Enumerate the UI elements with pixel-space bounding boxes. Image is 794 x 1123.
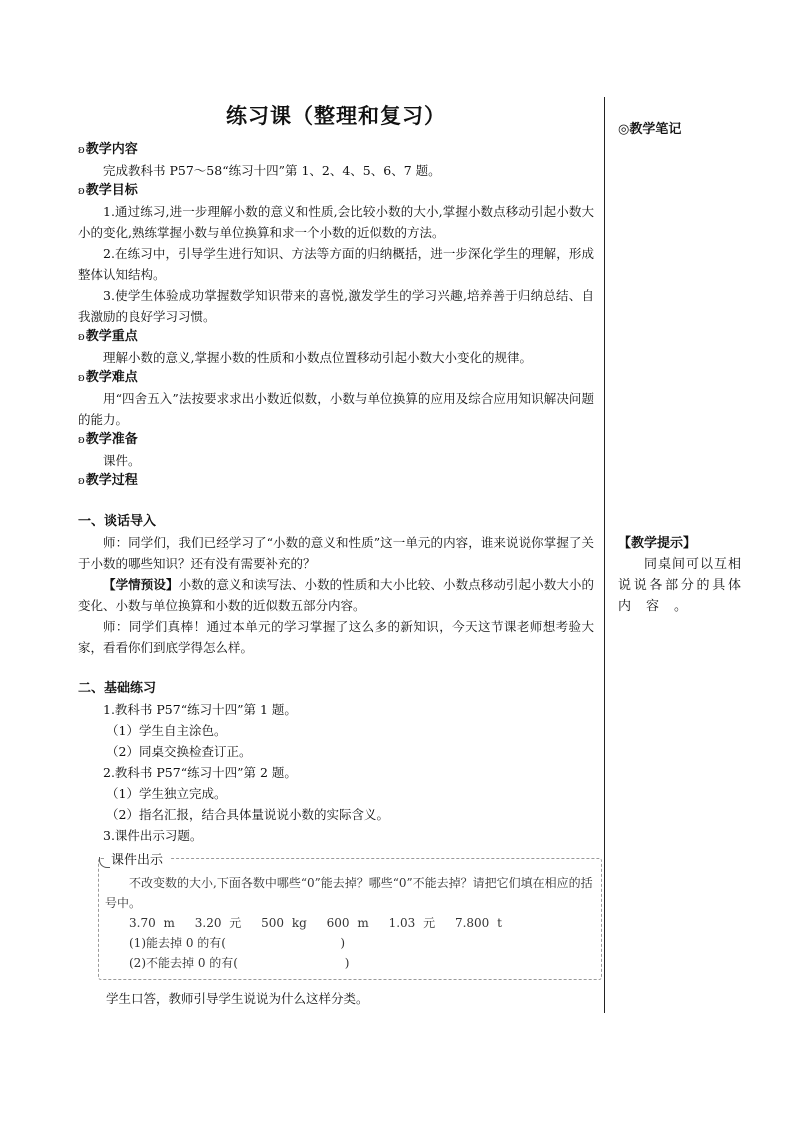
tip-heading: 【教学提示】	[618, 536, 697, 551]
courseware-tag: 课件出示	[105, 849, 169, 868]
value-item: 7.800 t	[454, 916, 502, 930]
value-item: 3.20 元	[194, 916, 242, 930]
goal-item-3: 3.使学生体验成功掌握数学知识带来的喜悦,激发学生的学习兴趣,培养善于归纳总结、自我激励的良好学习习惯。	[78, 288, 594, 324]
part1-preset	[78, 574, 594, 616]
part2-line-5: （1）学生独立完成。	[106, 786, 227, 801]
goal-item-1: 1.通过练习,进一步理解小数的意义和性质,会比较小数的大小,掌握小数点移动引起小数大小的变化,熟练掌握小数与单位换算和求一个小数的近似数的方法。	[78, 204, 594, 240]
courseware-values	[105, 913, 593, 933]
part2-line-1: 1.教科书 P57“练习十四”第 1 题。	[103, 702, 297, 717]
courseware-question: 不改变数的大小,下面各数中哪些“0”能去掉？哪些“0”不能去掉？请把它们填在相应的括号中。	[105, 876, 593, 910]
section-mark-icon: ʚ	[78, 433, 85, 446]
preset-text: 小数的意义和读写法、小数的性质和大小比较、小数点移动引起小数大小的变化、小数与单位换算和小数的近似数五部分内容。	[78, 577, 594, 613]
section-mark-icon: ʚ	[78, 474, 85, 487]
section-mark-icon: ʚ	[78, 330, 85, 343]
part2-after-text: 学生口答，教师引导学生说说为什么这样分类。	[106, 991, 369, 1006]
page-title: 练习课（整理和复习）	[226, 103, 446, 128]
part1-teacher-line-2: 师：同学们真棒！通过本单元的学习掌握了这么多的新知识，今天这节课老师想考验大家，看看你们到底学得怎么样。	[78, 619, 594, 655]
tip-text: 同桌间可以互相说说各部分的具体 内 容 。	[618, 557, 757, 614]
part2-line-3: （2）同桌交换检查订正。	[106, 744, 252, 759]
part2-line-4: 2.教科书 P57“练习十四”第 2 题。	[103, 765, 297, 780]
sidebar-notes-heading: ◎教学笔记	[618, 122, 682, 137]
column-divider	[604, 97, 605, 1013]
content-text: 完成教科书 P57～58“练习十四”第 1、2、4、5、6、7 题。	[103, 163, 441, 178]
section-mark-icon: ʚ	[78, 371, 85, 384]
main-column	[78, 100, 594, 1009]
courseware-option-1: (1)能去掉 0 的有( )	[129, 936, 346, 950]
section-heading-prep: ʚ教学准备	[78, 432, 138, 447]
prep-text: 课件。	[103, 453, 141, 468]
section-mark-icon: ʚ	[78, 143, 85, 156]
key-text: 理解小数的意义,掌握小数的性质和小数点位置移动引起小数大小变化的规律。	[103, 350, 532, 365]
section-heading-process: ʚ教学过程	[78, 473, 138, 488]
part2-line-2: （1）学生自主涂色。	[106, 723, 227, 738]
sidebar-tip	[618, 534, 757, 617]
section-heading-goals: ʚ教学目标	[78, 183, 138, 198]
value-item: 600 m	[326, 916, 369, 930]
difficulty-text: 用“四舍五入”法按要求求出小数近似数，小数与单位换算的应用及综合应用知识解决问题的能力。	[78, 391, 594, 427]
part1-teacher-line: 师：同学们，我们已经学习了“小数的意义和性质”这一单元的内容，谁来说说你掌握了关于小数的哪些知识？还有没有需要补充的？	[78, 535, 594, 571]
circle-mark-icon: ◎	[618, 122, 630, 137]
section-heading-difficulty: ʚ教学难点	[78, 370, 138, 385]
value-item: 3.70 m	[129, 916, 175, 930]
preset-label: 【学情预设】	[103, 577, 179, 592]
courseware-box	[98, 853, 602, 980]
section-mark-icon: ʚ	[78, 184, 85, 197]
part1-heading: 一、谈话导入	[78, 514, 157, 529]
section-heading-content: ʚ教学内容	[78, 142, 138, 157]
value-item: 500 kg	[261, 916, 307, 930]
courseware-option-2: (2)不能去掉 0 的有( )	[129, 956, 350, 970]
value-item: 1.03 元	[388, 916, 436, 930]
part2-line-6: （2）指名汇报，结合具体量说说小数的实际含义。	[106, 807, 389, 822]
part2-heading: 二、基础练习	[78, 681, 157, 696]
section-heading-key: ʚ教学重点	[78, 329, 138, 344]
part2-line-7: 3.课件出示习题。	[103, 828, 203, 843]
goal-item-2: 2.在练习中，引导学生进行知识、方法等方面的归纳概括，进一步深化学生的理解，形成整体认知结构。	[78, 246, 594, 282]
